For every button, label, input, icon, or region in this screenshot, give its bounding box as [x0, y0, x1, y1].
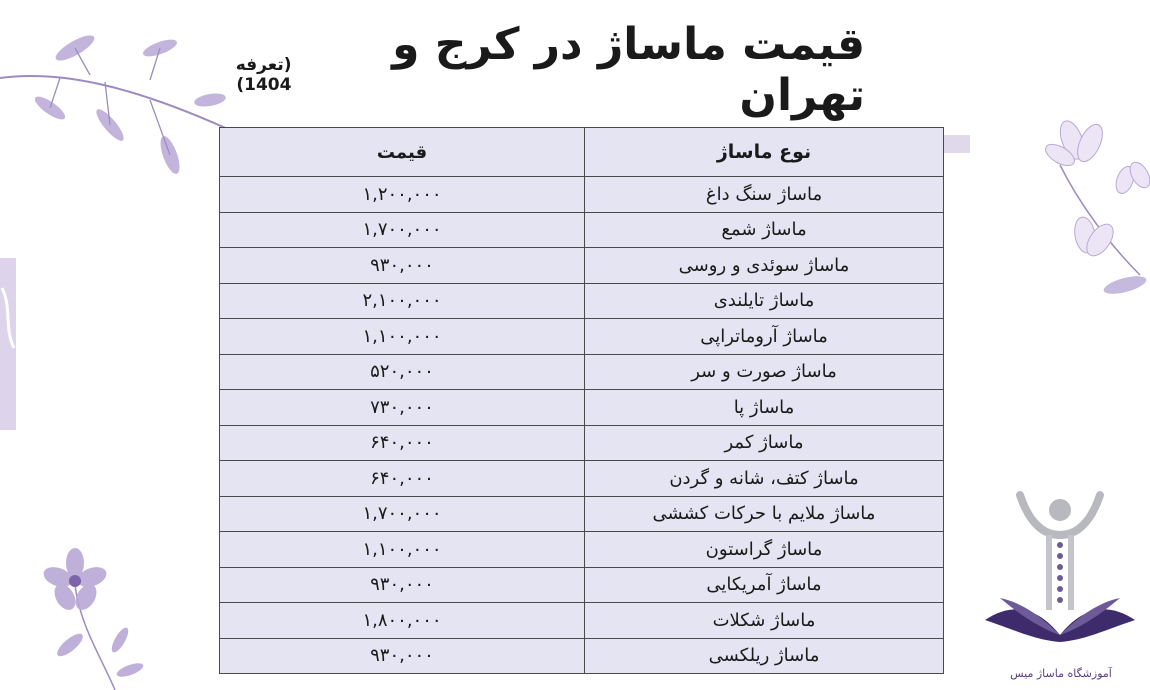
- table-row: [220, 461, 944, 497]
- service-price-cell: ۱,۷۰۰,۰۰۰: [220, 496, 585, 532]
- table-row: [220, 212, 944, 248]
- column-header-name: نوع ماساژ: [585, 128, 944, 177]
- logo-head-icon: [1049, 499, 1071, 521]
- service-price-cell: ۱,۷۰۰,۰۰۰: [220, 212, 585, 248]
- service-name-cell: ماساژ سوئدی و روسی: [585, 248, 944, 284]
- page-subtitle: (تعرفه 1404): [235, 55, 292, 95]
- service-price-cell: ۱,۲۰۰,۰۰۰: [220, 177, 585, 213]
- brand-name: آموزشگاه ماساژ میس: [1010, 667, 1112, 680]
- table-row: [220, 567, 944, 603]
- service-name-cell: ماساژ صورت و سر: [585, 354, 944, 390]
- service-name-cell: ماساژ آروماتراپی: [585, 319, 944, 355]
- price-table: [219, 127, 944, 674]
- table-row: [220, 283, 944, 319]
- service-price-cell: ۷۳۰,۰۰۰: [220, 390, 585, 426]
- service-name-cell: ماساژ کتف، شانه و گردن: [585, 461, 944, 497]
- service-name-cell: ماساژ شمع: [585, 212, 944, 248]
- table-row: [220, 638, 944, 674]
- service-name-cell: ماساژ کمر: [585, 425, 944, 461]
- table-header-row: [220, 128, 944, 177]
- service-price-cell: ۹۳۰,۰۰۰: [220, 248, 585, 284]
- service-name-cell: ماساژ آمریکایی: [585, 567, 944, 603]
- page-title: قیمت ماساژ در کرج و تهران: [392, 19, 865, 121]
- service-price-cell: ۶۴۰,۰۰۰: [220, 461, 585, 497]
- service-price-cell: ۵۲۰,۰۰۰: [220, 354, 585, 390]
- service-name-cell: ماساژ سنگ داغ: [585, 177, 944, 213]
- service-price-cell: ۱,۱۰۰,۰۰۰: [220, 319, 585, 355]
- table-row: [220, 496, 944, 532]
- page-header: [185, 19, 865, 121]
- service-name-cell: ماساژ ملایم با حرکات کششی: [585, 496, 944, 532]
- service-price-cell: ۶۴۰,۰۰۰: [220, 425, 585, 461]
- service-name-cell: ماساژ گراستون: [585, 532, 944, 568]
- table-row: [220, 532, 944, 568]
- brand-logo: [985, 490, 1135, 655]
- table-row: [220, 390, 944, 426]
- table-row: [220, 603, 944, 639]
- table-row: [220, 177, 944, 213]
- table-row: [220, 319, 944, 355]
- service-name-cell: ماساژ پا: [585, 390, 944, 426]
- table-row: [220, 248, 944, 284]
- service-price-cell: ۲,۱۰۰,۰۰۰: [220, 283, 585, 319]
- table-row: [220, 425, 944, 461]
- service-name-cell: ماساژ شکلات: [585, 603, 944, 639]
- top-right-flower-decoration: [1030, 115, 1150, 305]
- column-header-price: قیمت: [220, 128, 585, 177]
- service-price-cell: ۹۳۰,۰۰۰: [220, 567, 585, 603]
- service-price-cell: ۱,۸۰۰,۰۰۰: [220, 603, 585, 639]
- service-price-cell: ۱,۱۰۰,۰۰۰: [220, 532, 585, 568]
- service-name-cell: ماساژ ریلکسی: [585, 638, 944, 674]
- service-price-cell: ۹۳۰,۰۰۰: [220, 638, 585, 674]
- left-edge-decoration: [0, 258, 18, 430]
- table-row: [220, 354, 944, 390]
- service-name-cell: ماساژ تایلندی: [585, 283, 944, 319]
- bottom-left-flower-decoration: [30, 545, 150, 690]
